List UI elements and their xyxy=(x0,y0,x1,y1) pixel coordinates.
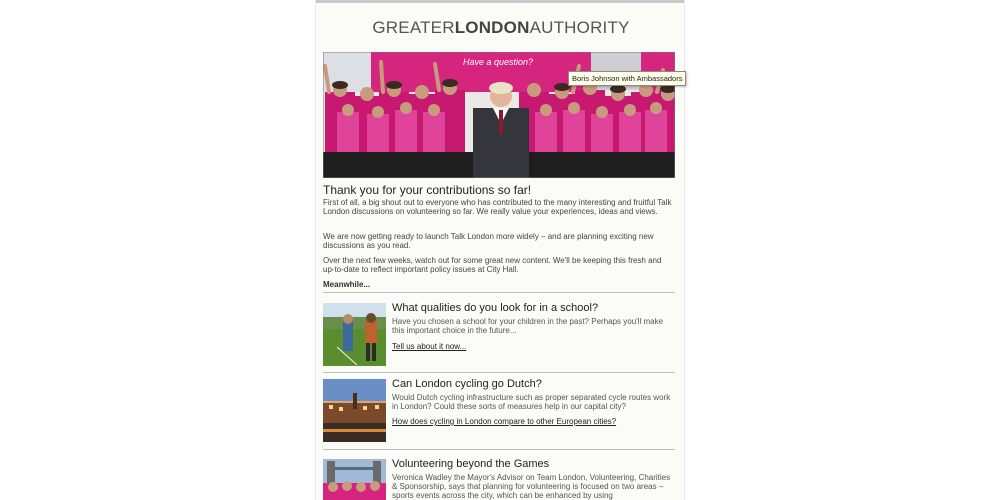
divider xyxy=(323,292,675,293)
intro-heading: Thank you for your contributions so far! xyxy=(323,183,532,197)
article-title-cycling[interactable]: Can London cycling go Dutch? xyxy=(392,378,542,390)
school-image xyxy=(323,303,386,366)
intro-paragraph-1: First of all, a big shout out to everyone who has contributed to the many interesting and fruitful Talk London discussions on volunteering so far. We really value your experiences, ideas and views. xyxy=(323,198,672,216)
link-tell-us[interactable]: Tell us about it now... xyxy=(392,342,467,351)
article-body-volunteering: Veronica Wadley the Mayor's Advisor on Team London, Volunteering, Charities & Sponsorship, says that planning for volunteering is focused on two areas – sports events across the city, which can be enhanced by using xyxy=(392,473,671,500)
article-title-school[interactable]: What qualities do you look for in a school? xyxy=(392,302,599,314)
volunteering-image xyxy=(323,459,386,500)
intro-paragraph-3: Over the next few weeks, watch out for some great new content. We'll be keeping this fresh and up-to-date to reflect important policy issues at City Hall. xyxy=(323,256,662,274)
logo-authority: AUTHORITY xyxy=(529,18,630,37)
gla-logo[interactable] xyxy=(316,18,685,38)
school-thumbnail[interactable] xyxy=(323,303,386,366)
divider xyxy=(323,449,675,450)
top-border xyxy=(316,0,685,3)
divider xyxy=(323,372,675,373)
article-body-school: Have you chosen a school for your children in the past? Perhaps you'll make this important choice in the future... xyxy=(392,317,664,335)
article-title-volunteering[interactable]: Volunteering beyond the Games xyxy=(392,458,550,470)
hero-tooltip: Boris Johnson with Ambassadors xyxy=(568,71,686,86)
article-body-cycling: Would Dutch cycling infrastructure such as proper separated cycle routes work in London? Could these sorts of measures help in our capital city? xyxy=(392,393,671,411)
logo-greater: GREATER xyxy=(372,18,455,37)
meanwhile-label: Meanwhile... xyxy=(323,280,371,289)
hero-sign-text: Have a question? xyxy=(463,57,534,67)
intro-paragraph-2: We are now getting ready to launch Talk London more widely – and are planning exciting new discussions as you read. xyxy=(323,232,654,250)
cycling-thumbnail[interactable] xyxy=(323,379,386,442)
logo-london: LONDON xyxy=(454,18,530,37)
link-cycling-compare[interactable]: How does cycling in London compare to other European cities? xyxy=(392,417,617,426)
cycling-image xyxy=(323,379,386,442)
volunteering-thumbnail[interactable] xyxy=(323,459,386,500)
